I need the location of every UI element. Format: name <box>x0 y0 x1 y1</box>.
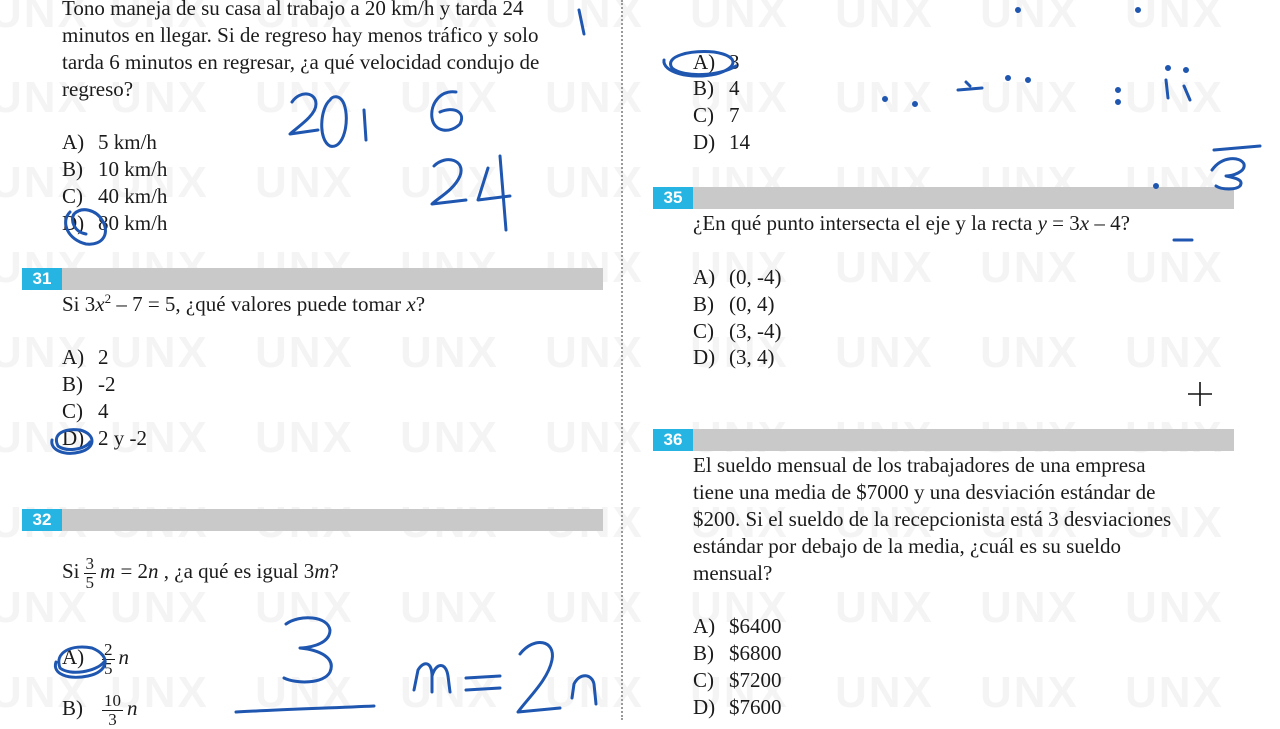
watermark-logo <box>400 413 499 463</box>
q34-option-c[interactable] <box>693 102 740 129</box>
stem-part: – 7 = 5, ¿qué valores puede tomar <box>111 292 407 316</box>
q36-line-4: estándar por debajo de la media, ¿cuál es su sueldo <box>693 534 1122 558</box>
q36-header <box>653 429 1234 451</box>
watermark-logo <box>255 73 354 123</box>
handwriting-24 <box>432 160 466 204</box>
option-text: (0, 4) <box>729 292 775 316</box>
watermark-logo <box>110 328 209 378</box>
option-text: 2 y -2 <box>98 426 147 450</box>
fraction-denominator: 5 <box>104 658 113 678</box>
q31-option-c[interactable] <box>62 398 109 425</box>
q35-header <box>653 187 1234 209</box>
stem-var: m <box>314 559 330 583</box>
stem-var: m <box>100 559 116 583</box>
watermark-logo <box>545 0 644 38</box>
q31-option-d[interactable] <box>62 425 147 452</box>
q36-option-c[interactable] <box>693 667 782 694</box>
option-letter: D) <box>693 345 716 369</box>
option-letter: A) <box>693 614 716 638</box>
q36-option-b[interactable] <box>693 640 782 667</box>
q35-option-a[interactable] <box>693 264 781 291</box>
fraction-denominator: 5 <box>85 572 95 592</box>
watermark-logo <box>545 158 644 208</box>
option-letter: C) <box>693 668 714 692</box>
option-var: n <box>127 696 138 720</box>
handwriting-3 <box>284 618 331 682</box>
q32-option-a[interactable] <box>62 637 129 678</box>
stem-part: = 3 <box>1046 211 1080 235</box>
stem-var: x <box>406 292 416 316</box>
stem-fraction <box>84 555 97 592</box>
option-letter: B) <box>693 641 714 665</box>
stem-var: x <box>1079 211 1090 235</box>
option-letter: B) <box>693 76 714 100</box>
q30-line-4: regreso? <box>62 77 134 101</box>
q30-line-3: tarda 6 minutos en regresar, ¿a qué velocidad condujo de <box>62 50 540 74</box>
fraction-numerator: 3 <box>85 553 95 573</box>
fraction-numerator: 2 <box>104 639 113 659</box>
q36-line-3: $200. Si el sueldo de la recepcionista está 3 desviaciones <box>693 507 1172 531</box>
option-text: 10 km/h <box>98 157 168 181</box>
q36-line-2: tiene una media de $7000 y una desviación estándar de <box>693 480 1156 504</box>
stem-part: = 2 <box>115 559 149 583</box>
watermark-logo <box>545 583 644 633</box>
stem-var: y <box>1037 211 1047 235</box>
option-text: (3, 4) <box>729 345 775 369</box>
option-text: 80 km/h <box>98 211 168 235</box>
q31-stem <box>62 291 425 318</box>
option-letter: A) <box>62 130 85 154</box>
watermark-logo <box>835 0 934 38</box>
stem-part: Si 3 <box>62 292 96 316</box>
watermark-logo <box>1125 0 1224 38</box>
option-letter: C) <box>62 184 83 208</box>
option-text: 14 <box>729 130 750 154</box>
option-text: (3, -4) <box>729 319 782 343</box>
watermark-logo <box>400 158 499 208</box>
option-letter: C) <box>693 103 714 127</box>
watermark-logo <box>835 243 934 293</box>
question-header-bar <box>62 268 603 290</box>
watermark-logo <box>835 73 934 123</box>
stem-var: n <box>148 559 159 583</box>
watermark-logo <box>980 583 1079 633</box>
q35-stem <box>693 210 1130 237</box>
q30-option-c[interactable] <box>62 183 167 210</box>
watermark-logo <box>835 328 934 378</box>
option-letter: D) <box>693 130 716 154</box>
stem-part: , ¿a qué es igual 3 <box>158 559 315 583</box>
handwriting-6 <box>432 92 462 130</box>
option-letter: B) <box>62 372 83 396</box>
option-text: 4 <box>729 76 740 100</box>
watermark-logo <box>255 328 354 378</box>
watermark-logo <box>255 413 354 463</box>
option-text: 3 <box>729 50 740 74</box>
q30-option-b[interactable] <box>62 156 167 183</box>
watermark-logo <box>400 668 499 718</box>
fraction-denominator: 3 <box>108 709 117 729</box>
option-letter: B) <box>62 696 83 720</box>
q31-option-a[interactable] <box>62 344 109 371</box>
option-fraction <box>102 692 123 729</box>
option-letter: B) <box>693 292 714 316</box>
watermark-logo <box>980 0 1079 38</box>
question-number-badge: 31 <box>22 268 62 290</box>
option-text: -2 <box>98 372 116 396</box>
q35-option-d[interactable] <box>693 344 775 371</box>
stem-part: – 4? <box>1089 211 1130 235</box>
watermark-logo <box>1125 73 1224 123</box>
watermark-logo <box>400 73 499 123</box>
watermark-logo <box>980 243 1079 293</box>
q30-line-1: Tono maneja de su casa al trabajo a 20 km/h y tarda 24 <box>62 0 524 20</box>
option-letter: D) <box>62 211 85 235</box>
option-letter: A) <box>62 345 85 369</box>
option-text: (0, -4) <box>729 265 782 289</box>
stem-part: Si <box>62 559 80 583</box>
option-letter: D) <box>693 695 716 719</box>
handwriting-m-eq-2n <box>414 664 450 692</box>
watermark-logo <box>690 0 789 38</box>
option-text: 7 <box>729 103 740 127</box>
watermark-logo <box>1125 583 1224 633</box>
option-letter: A) <box>693 265 716 289</box>
watermark-logo <box>980 328 1079 378</box>
option-text: 5 km/h <box>98 130 157 154</box>
crosshair-cursor-icon <box>1186 380 1214 408</box>
option-letter: A) <box>693 50 716 74</box>
option-letter: B) <box>62 157 83 181</box>
watermark-logo <box>545 73 644 123</box>
q35-option-c[interactable] <box>693 318 781 345</box>
option-letter: C) <box>62 399 83 423</box>
option-text: 40 km/h <box>98 184 168 208</box>
watermark-logo <box>400 583 499 633</box>
watermark-logo <box>980 73 1079 123</box>
option-text: 2 <box>98 345 109 369</box>
option-text: $6800 <box>729 641 782 665</box>
q36-line-1: El sueldo mensual de los trabajadores de una empresa <box>693 453 1146 477</box>
handwriting-20 <box>290 94 318 134</box>
option-text: $7200 <box>729 668 782 692</box>
option-fraction <box>102 641 115 678</box>
watermark-logo <box>1125 328 1224 378</box>
watermark-logo <box>1125 668 1224 718</box>
q35-option-b[interactable] <box>693 291 775 318</box>
option-text: $6400 <box>729 614 782 638</box>
stem-part: ? <box>415 292 426 316</box>
option-letter: C) <box>693 319 714 343</box>
watermark-logo <box>1125 243 1224 293</box>
watermark-logo <box>545 668 644 718</box>
stem-var: x <box>95 292 105 316</box>
q34-option-d[interactable] <box>693 129 750 156</box>
q32-header <box>22 509 603 531</box>
watermark-logo <box>255 668 354 718</box>
option-text: 4 <box>98 399 109 423</box>
watermark-logo <box>545 328 644 378</box>
question-header-bar <box>62 509 603 531</box>
watermark-logo <box>400 328 499 378</box>
question-number-badge: 35 <box>653 187 693 209</box>
q34-option-a[interactable] <box>693 49 740 76</box>
q32-stem <box>62 551 339 592</box>
watermark-logo <box>255 158 354 208</box>
q32-option-b[interactable] <box>62 688 138 729</box>
q31-option-b[interactable] <box>62 371 116 398</box>
option-letter: A) <box>62 645 85 669</box>
q30-option-a[interactable] <box>62 129 157 156</box>
q36-option-d[interactable] <box>693 694 782 721</box>
q30-line-2: minutos en llegar. Si de regreso hay menos tráfico y solo <box>62 23 539 47</box>
fraction-numerator: 10 <box>104 690 121 710</box>
q30-option-d[interactable] <box>62 210 167 237</box>
option-text: $7600 <box>729 695 782 719</box>
q31-header <box>22 268 603 290</box>
watermark-logo <box>835 668 934 718</box>
stem-part: ? <box>329 559 339 583</box>
watermark-logo <box>980 668 1079 718</box>
watermark-logo <box>545 413 644 463</box>
stem-exponent: 2 <box>104 291 112 306</box>
q34-option-b[interactable] <box>693 75 740 102</box>
option-letter: D) <box>62 426 85 450</box>
question-number-badge: 32 <box>22 509 62 531</box>
watermark-logo <box>835 583 934 633</box>
handwriting-mark-top <box>579 10 584 34</box>
stem-part: ¿En qué punto intersecta el eje y la recta <box>693 211 1038 235</box>
q36-option-a[interactable] <box>693 613 782 640</box>
q36-line-5: mensual? <box>693 561 773 585</box>
question-header-bar <box>693 429 1234 451</box>
question-number-badge: 36 <box>653 429 693 451</box>
column-divider <box>621 0 623 720</box>
question-header-bar <box>693 187 1234 209</box>
option-var: n <box>118 645 129 669</box>
